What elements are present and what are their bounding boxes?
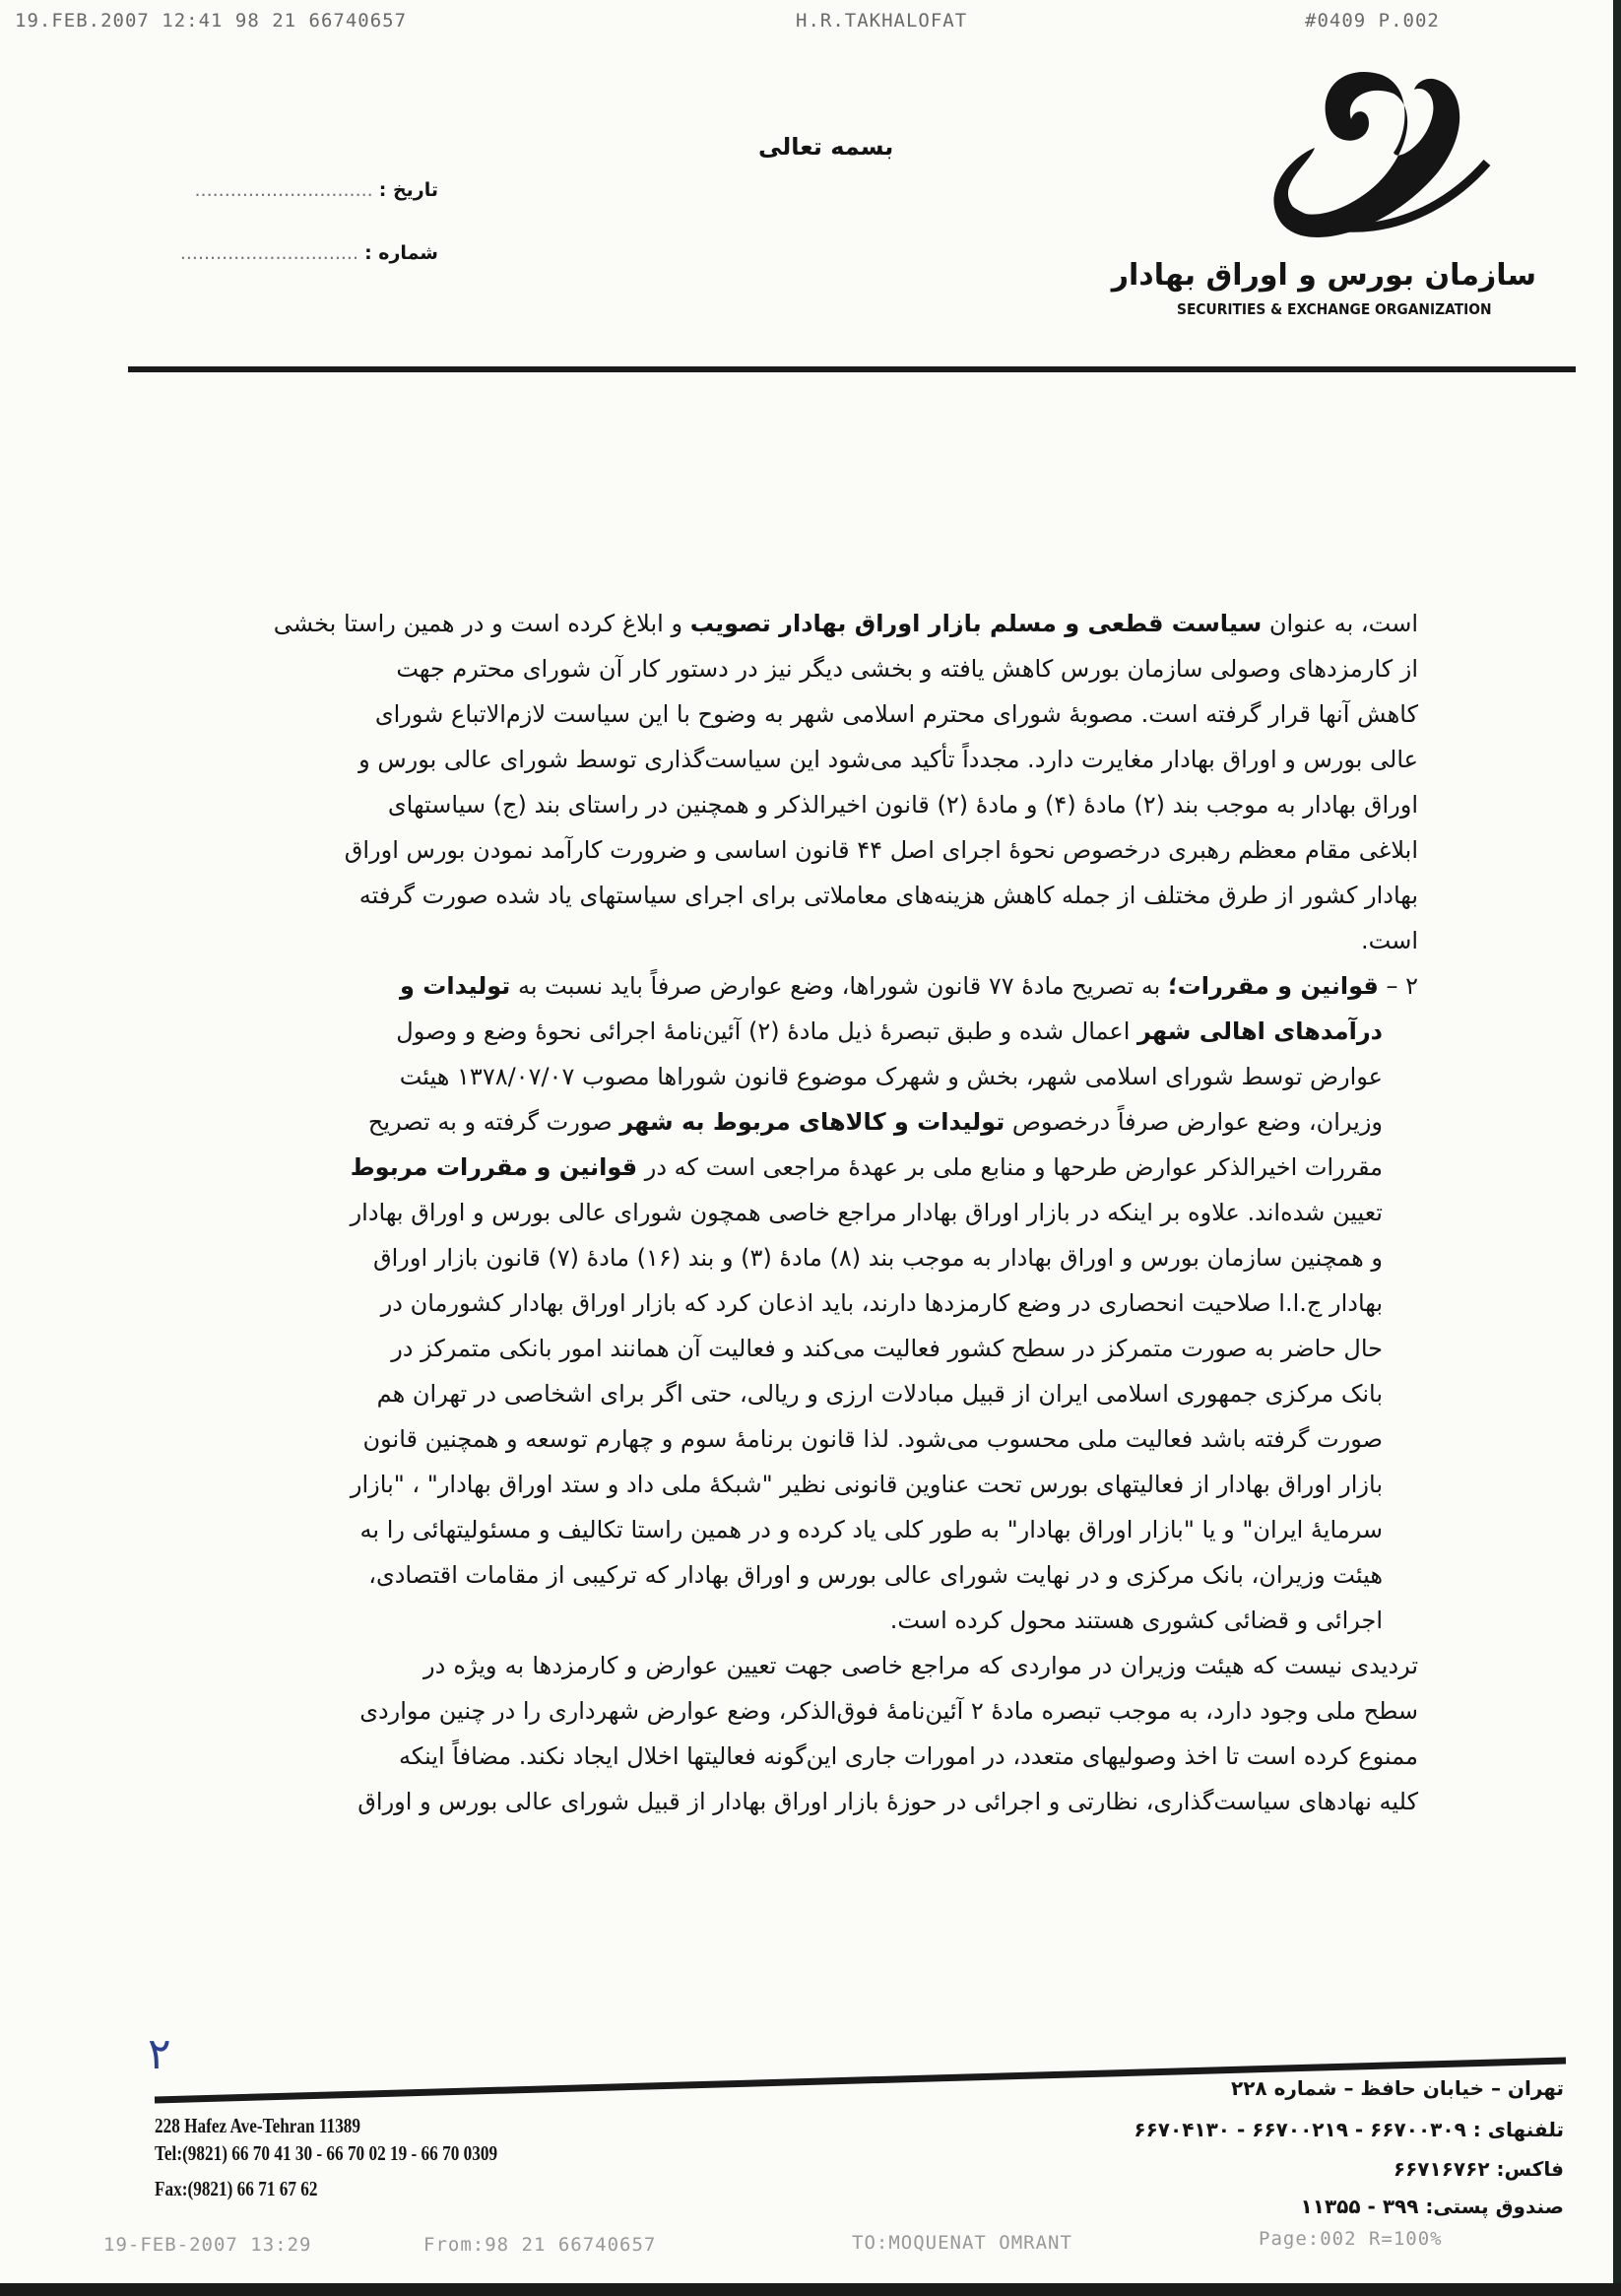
text-line	[396, 646, 1418, 691]
text: صورت گرفته باشد فعالیت ملی محسوب می‌شود. لذا قانون برنامهٔ سوم و چهارم توسعه و همچنین قانون	[362, 1425, 1383, 1453]
organization-name-en: SECURITIES & EXCHANGE ORGANIZATION	[1177, 300, 1492, 318]
handwritten-page-number: ۲	[148, 2029, 171, 2079]
fax-footer-date: 19-FEB-2007 13:29	[103, 2234, 312, 2256]
text-line	[399, 1054, 1418, 1099]
letter-body	[273, 601, 1418, 1824]
footer-tel-en: Tel:(9821) 66 70 41 30 - 66 70 02 19 - 66 70 0309	[155, 2141, 498, 2165]
text: مقررات اخیرالذکر عوارض طرحها و منابع ملی بر عهدهٔ مراجعی است که در	[637, 1153, 1383, 1181]
text: اعمال شده و طبق تبصرهٔ ذیل مادهٔ (۲) آئین‌نامهٔ اجرائی نحوهٔ وضع و وصول	[396, 1017, 1137, 1045]
footer-pobox-fa: صندوق پستی: ۳۹۹ - ۱۱۳۵۵	[1300, 2195, 1564, 2218]
text: سرمایهٔ ایران" و یا "بازار اوراق بهادار" به طور کلی یاد کرده و در همین راستا تکالیف و مسئولیتهائی را به	[359, 1516, 1383, 1543]
text-line	[344, 827, 1418, 873]
text-line	[391, 1326, 1418, 1371]
text-line	[367, 1099, 1418, 1145]
bold-text: تولیدات و	[399, 972, 511, 1000]
bold-text: سیاست قطعی و مسلم بازار اوراق بهادار تصویب	[689, 610, 1263, 637]
text: است، به عنوان	[1262, 610, 1418, 637]
text-line	[396, 1009, 1418, 1054]
text: صورت گرفته و به تصریح	[367, 1108, 620, 1136]
text-line	[423, 918, 1418, 963]
text: به تصریح مادهٔ ۷۷ قانون شوراها، وضع عوارض صرفاً باید نسبت به	[510, 972, 1168, 1000]
text-line	[362, 1416, 1418, 1462]
text-line	[358, 737, 1418, 782]
text: تردیدی نیست که هیئت وزیران در مواردی که مراجع خاصی جهت تعیین عوارض و کارمزدها به ویژه در	[423, 1652, 1418, 1679]
text: هیئت وزیران، بانک مرکزی و در نهایت شورای عالی بورس و اوراق بهادار که ترکیبی از مقامات اقتصادی،	[368, 1561, 1383, 1589]
header-divider	[128, 366, 1576, 372]
footer-fax-en: Fax:(9821) 66 71 67 62	[155, 2177, 318, 2200]
text-line	[350, 1462, 1418, 1507]
scan-edge-right	[1613, 0, 1621, 2296]
text-line	[399, 963, 1418, 1009]
text: بهادار کشور از طرق مختلف از جمله کاهش هزینه‌های معاملاتی برای اجرای سیاستهای یاد شده صورت گرفته	[358, 882, 1418, 909]
date-label: تاریخ :	[378, 179, 438, 201]
organization-logo-icon	[1221, 54, 1546, 251]
footer-address-en: 228 Hafez Ave-Tehran 11389	[155, 2114, 361, 2137]
number-label: شماره :	[364, 242, 438, 264]
paragraph	[273, 601, 1418, 963]
footer-address-fa: تهران – خیابان حافظ – شماره ۲۲۸	[1230, 2076, 1564, 2100]
footer-tel-fa: تلفنهای : ۶۶۷۰۰۳۰۹ - ۶۶۷۰۰۲۱۹ - ۶۶۷۰۴۱۳۰	[1134, 2118, 1564, 2141]
text-line	[358, 873, 1418, 918]
text: کلیه نهادهای سیاست‌گذاری، نظارتی و اجرائی در حوزهٔ بازار اوراق بهادار از قبیل شورای عالی بورس و اوراق	[357, 1788, 1418, 1815]
text: و همچنین سازمان بورس و اوراق بهادار به موجب بند (۸) مادهٔ (۳) و بند (۱۶) مادهٔ (۷) قانون بازار اوراق	[373, 1244, 1383, 1272]
bold-text: تولیدات و کالاهای مربوط به شهر	[619, 1108, 1005, 1136]
letter-invocation: بسمه تعالی	[758, 133, 894, 161]
number-field	[123, 242, 438, 264]
text: ابلاغی مقام معظم رهبری درخصوص نحوهٔ اجرای اصل ۴۴ قانون اساسی و ضرورت کارآمد نمودن بورس اوراق	[344, 836, 1418, 864]
text-line	[359, 1688, 1418, 1734]
fax-footer-from: From:98 21 66740657	[423, 2234, 657, 2256]
text-line	[399, 1734, 1418, 1779]
paragraph	[350, 963, 1418, 1643]
paragraph	[357, 1643, 1418, 1824]
text: بانک مرکزی جمهوری اسلامی ایران از قبیل مبادلات ارزی و ریالی، حتی اگر برای اشخاصی در تهران هم	[376, 1380, 1383, 1408]
footer-fax-fa: فاکس: ۶۶۷۱۶۷۶۲	[1393, 2157, 1564, 2181]
text-line	[380, 1280, 1418, 1326]
text: و ابلاغ کرده است و در همین راستا بخشی	[273, 610, 690, 637]
text: تعیین شده‌اند. علاوه بر اینکه در بازار اوراق بهادار مراجع خاصی همچون شورای عالی بورس و اوراق بهادار	[350, 1199, 1383, 1226]
text: بهادار ج.ا.ا صلاحیت انحصاری در وضع کارمزدها دارند، باید اذعان کرد که بازار اوراق بهادار کشورمان در	[380, 1289, 1383, 1317]
text-line	[374, 691, 1418, 737]
bold-text: قوانین و مقررات؛	[1168, 972, 1379, 1000]
bold-text: قوانین و مقررات مربوط	[350, 1153, 638, 1181]
text: سطح ملی وجود دارد، به موجب تبصره مادهٔ ۲ آئین‌نامهٔ فوق‌الذکر، وضع عوارض شهرداری را در چنین مواردی	[359, 1697, 1418, 1725]
text-line	[350, 1145, 1418, 1190]
fax-header-sender: H.R.TAKHALOFAT	[796, 10, 968, 32]
text: بازار اوراق بهادار از فعالیتهای بورس تحت عناوین قانونی نظیر "شبکهٔ ملی داد و ستد اوراق بهادار" ، "بازار	[350, 1471, 1383, 1498]
text-line	[359, 1507, 1418, 1552]
text-line	[357, 1779, 1418, 1824]
text: از کارمزدهای وصولی سازمان بورس کاهش یافته و بخشی دیگر نیز در دستور کار آن شورای محترم جهت	[396, 655, 1418, 683]
text-line	[368, 1552, 1418, 1598]
text: وزیران، وضع عوارض صرفاً درخصوص	[1005, 1108, 1383, 1136]
date-value: ..............................	[194, 179, 373, 201]
text-line	[373, 1235, 1418, 1280]
text-line	[423, 1598, 1418, 1643]
text: کاهش آنها قرار گرفته است. مصوبهٔ شورای محترم اسلامی شهر به وضوح با این سیاست لازم‌الاتباع شورای	[374, 700, 1418, 728]
text: ۲ –	[1378, 972, 1418, 1000]
number-value: ..............................	[179, 242, 359, 264]
fax-header-datetime: 19.FEB.2007 12:41 98 21 66740657	[15, 10, 408, 32]
text-line	[350, 1190, 1418, 1235]
text-line	[376, 1371, 1418, 1416]
text-line	[387, 782, 1418, 827]
text: اوراق بهادار به موجب بند (۲) مادهٔ (۴) و مادهٔ (۲) قانون اخیرالذکر و همچنین در راستای بند (ج) سیاستهای	[387, 791, 1418, 819]
text: حال حاضر به صورت متمرکز در سطح کشور فعالیت می‌کند و فعالیت آن همانند امور بانکی متمرکز در	[391, 1335, 1383, 1362]
text-line	[273, 601, 1418, 646]
text: عالی بورس و اوراق بهادار مغایرت دارد. مجدداً تأکید می‌شود این سیاست‌گذاری توسط شورای عالی بورس و	[358, 746, 1418, 773]
fax-header-page: #0409 P.002	[1305, 10, 1440, 32]
date-field	[123, 179, 438, 201]
text: اجرائی و قضائی کشوری هستند محول کرده است.	[889, 1607, 1383, 1634]
bold-text: درآمدهای اهالی شهر	[1137, 1017, 1383, 1045]
fax-footer-to: TO:MOQUENAT OMRANT	[852, 2232, 1072, 2254]
fax-footer-page: Page:002 R=100%	[1259, 2228, 1443, 2250]
text: عوارض توسط شورای اسلامی شهر، بخش و شهرک موضوع قانون شوراها مصوب ۱۳۷۸/۰۷/۰۷ هیئت	[399, 1063, 1383, 1090]
text: است.	[1361, 927, 1418, 954]
organization-name-fa: سازمان بورس و اوراق بهادار	[1111, 258, 1536, 293]
scan-edge-bottom	[0, 2283, 1621, 2296]
text-line	[423, 1643, 1418, 1688]
text: ممنوع کرده است تا اخذ وصولیهای متعدد، در امورات جاری این‌گونه فعالیتها اخلال ایجاد نکند. مضافاً اینکه	[399, 1742, 1418, 1770]
